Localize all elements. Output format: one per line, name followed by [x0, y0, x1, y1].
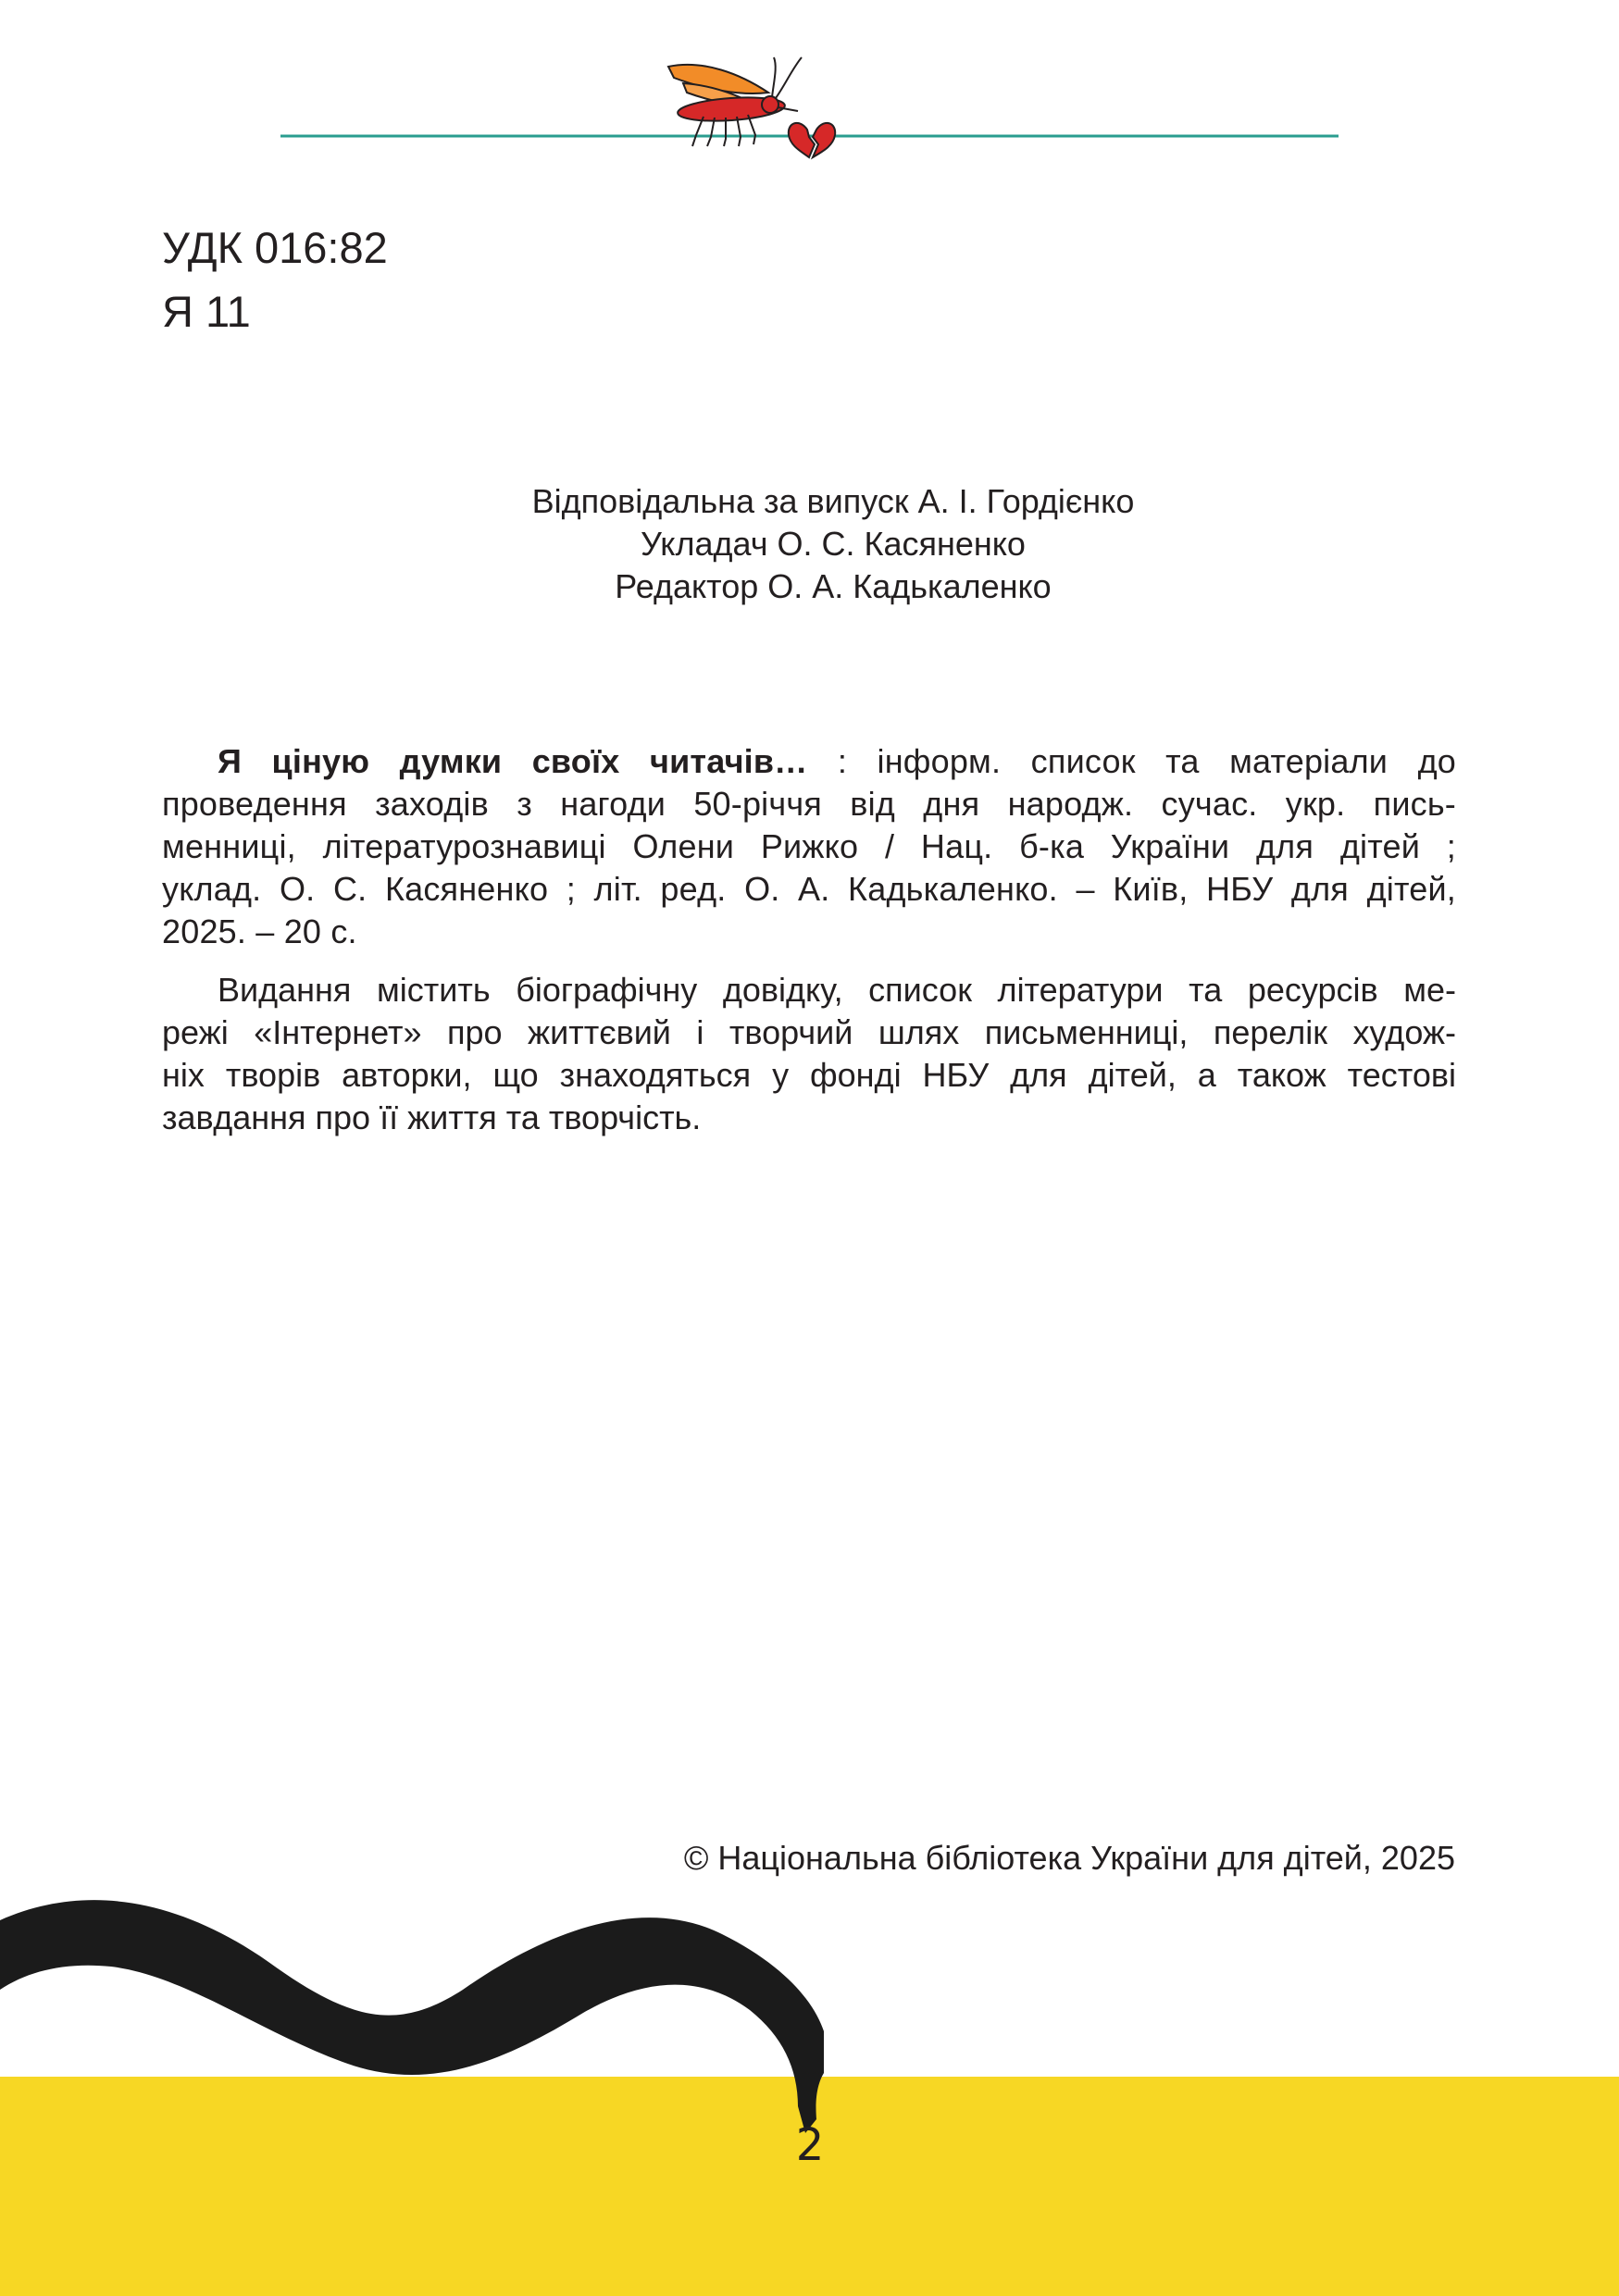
- bib-line-2: проведення заходів з нагоди 50-річчя від дня народж. сучас. укр. пись-: [162, 785, 1456, 823]
- author-mark: Я 11: [162, 287, 251, 336]
- bib-line-5: 2025. – 20 с.: [162, 912, 357, 950]
- top-ornament: [0, 0, 1619, 176]
- udk-block: [162, 220, 388, 340]
- broken-heart-icon: [789, 123, 835, 157]
- bib-line-1-rest: : інформ. список та матеріали до: [807, 742, 1456, 780]
- bibliographic-record: [162, 740, 1456, 953]
- bib-line-3: менниці, літературознавиці Олени Рижко / Нац. б-ка України для дітей ;: [162, 827, 1456, 865]
- compiler-line: Укладач О. С. Касяненко: [641, 525, 1026, 563]
- editor-line: Редактор О. А. Кадькаленко: [615, 567, 1052, 605]
- annotation-line-1-text: Видання містить біографічну довідку, список літератури та ресурсів ме-: [218, 971, 1456, 1009]
- book-title: Я ціную думки своїх читачів…: [218, 742, 808, 780]
- udk-code: УДК 016:82: [162, 223, 388, 272]
- page-number: 2: [795, 2119, 825, 2171]
- mosquito-icon: [668, 57, 802, 146]
- copyright-notice: © Національна бібліотека України для дітей, 2025: [683, 1839, 1455, 1877]
- annotation-line-3: ніх творів авторки, що знаходяться у фонді НБУ для дітей, а також тестові: [162, 1056, 1456, 1094]
- credits-block: [370, 480, 1296, 608]
- annotation-line-4: завдання про її життя та творчість.: [162, 1098, 702, 1136]
- bib-line-4: уклад. О. С. Касяненко ; літ. ред. О. А. Кадькаленко. – Київ, НБУ для дітей,: [162, 870, 1456, 908]
- annotation-line-1: [162, 969, 1456, 1011]
- black-wave-decoration: [0, 1888, 1619, 2295]
- annotation: [162, 969, 1456, 1139]
- bib-line-1: [162, 740, 1456, 783]
- annotation-line-2: режі «Інтернет» про життєвий і творчий шлях письменниці, перелік худож-: [162, 1013, 1456, 1051]
- responsible-line: Відповідальна за випуск А. І. Гордієнко: [531, 482, 1135, 520]
